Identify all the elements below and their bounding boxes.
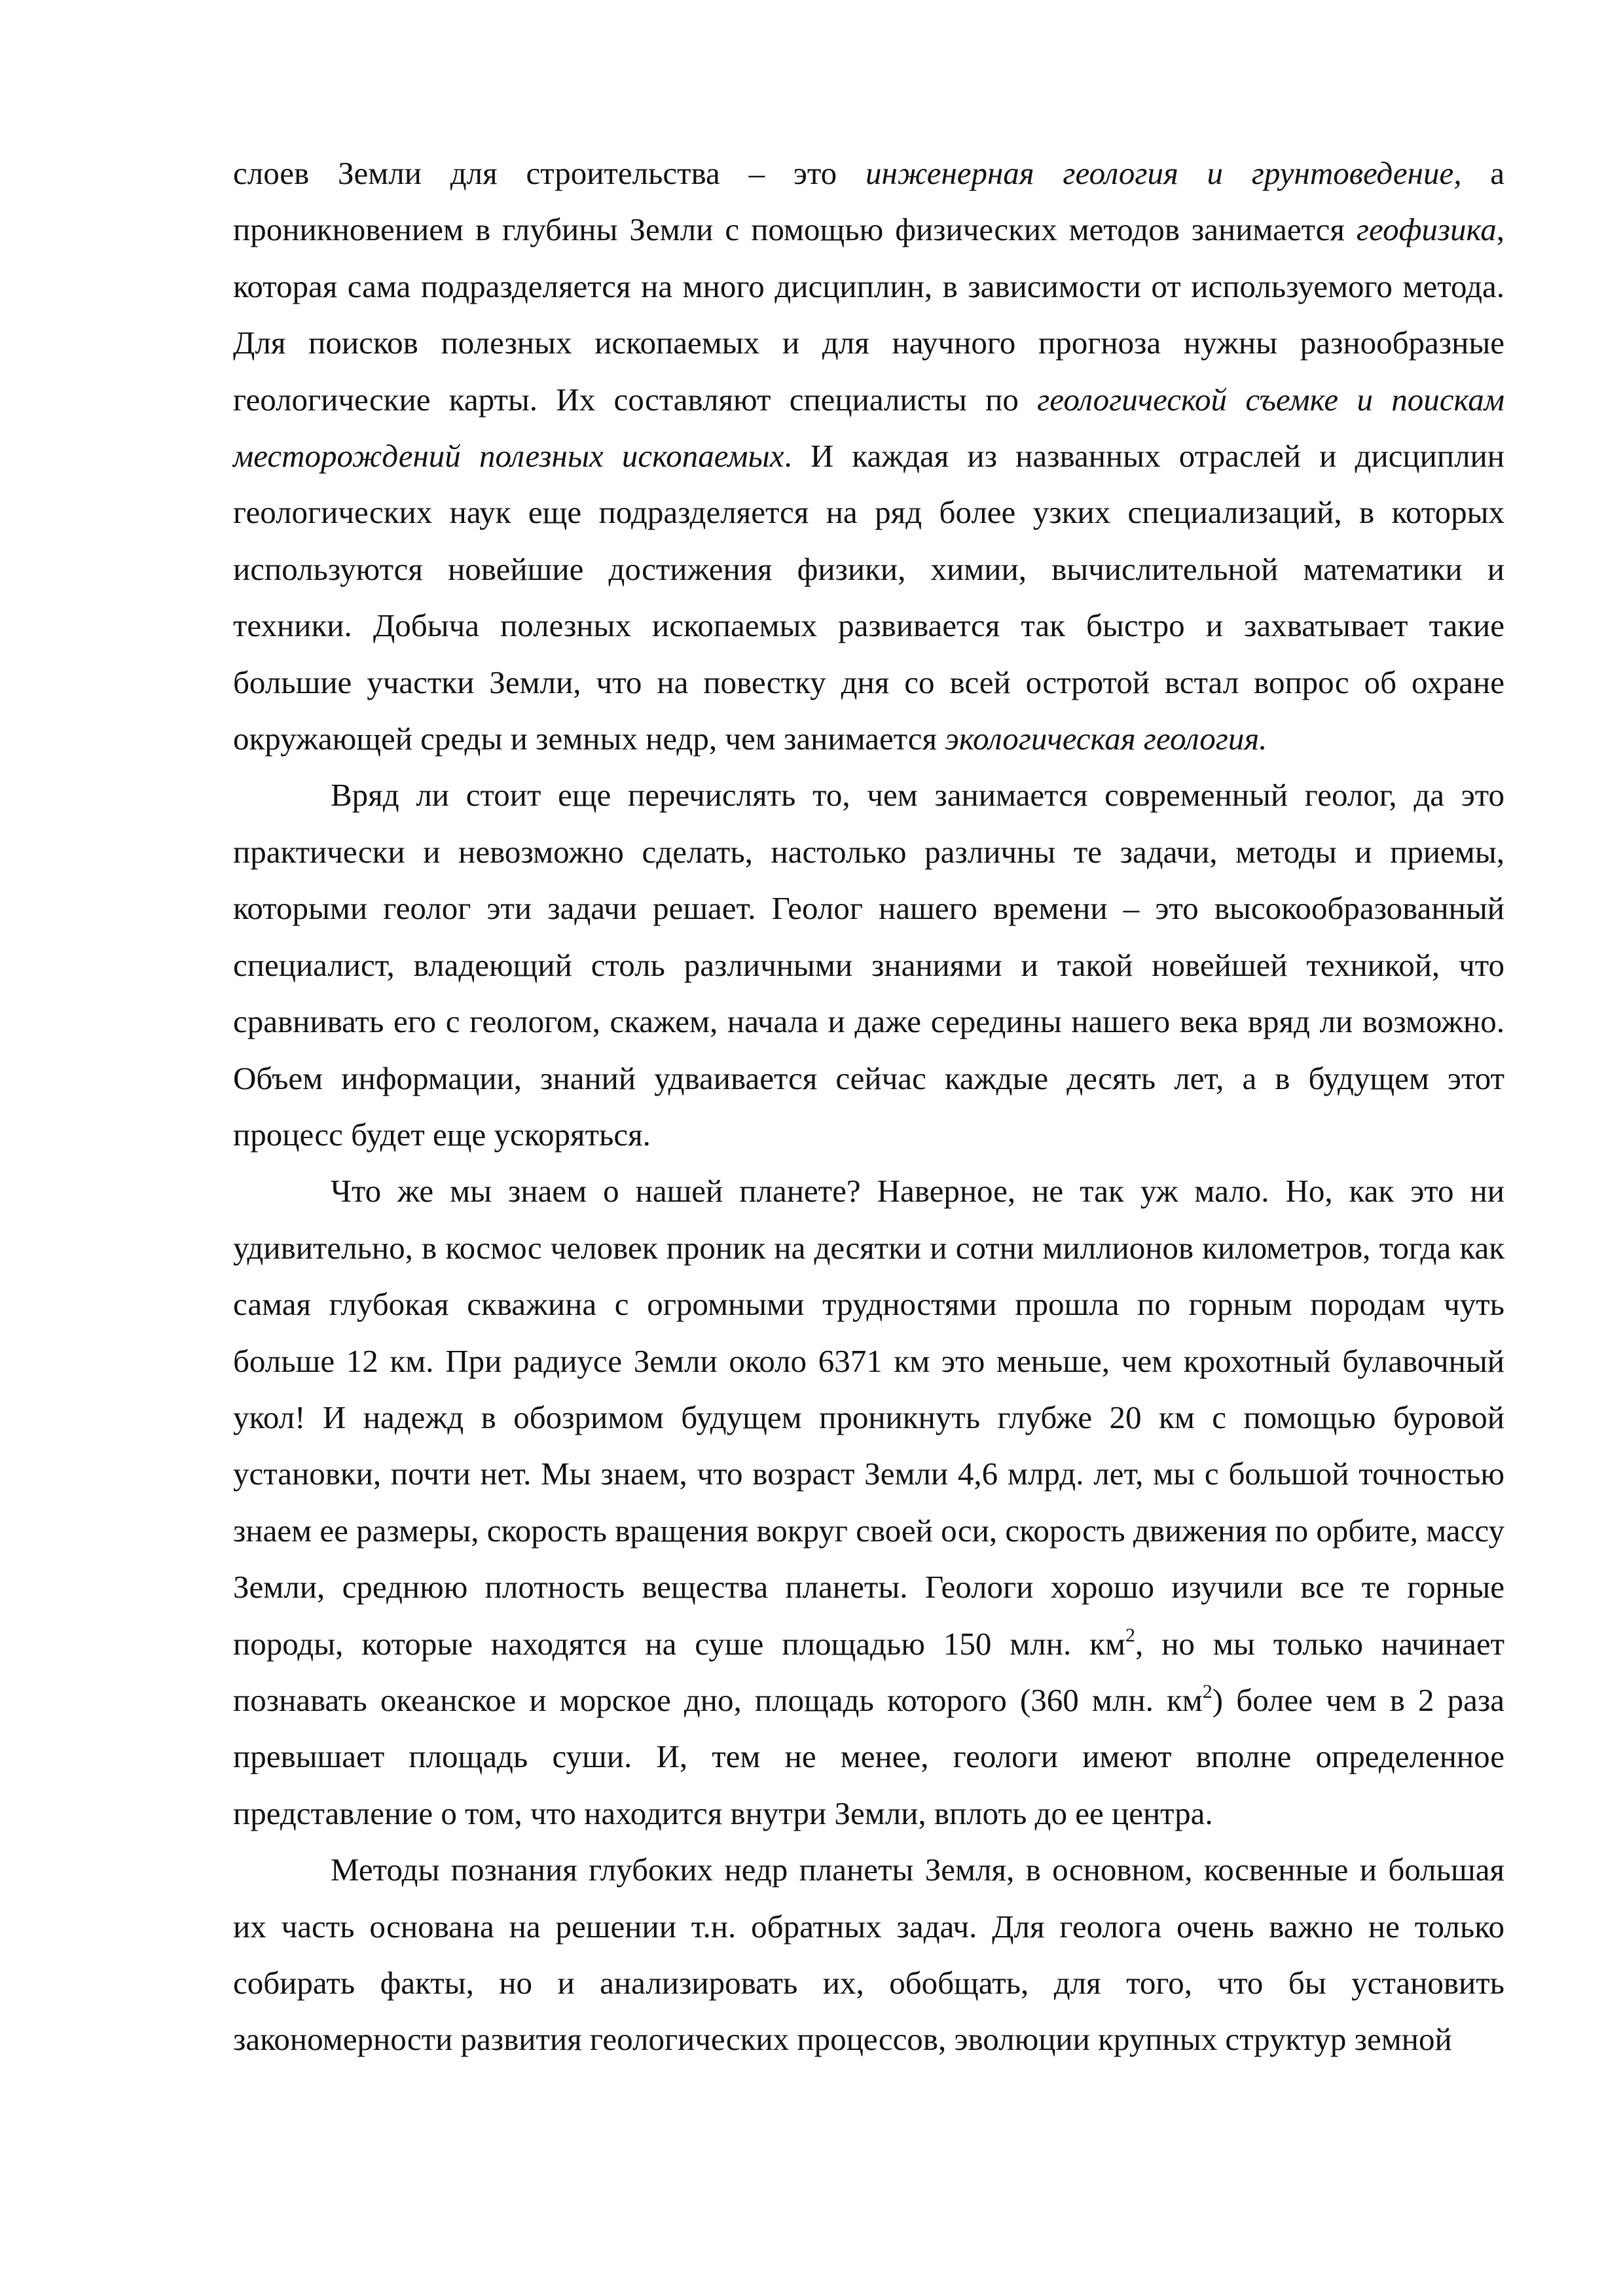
p1-text-2: а проникновением в глубины Земли с помощью физических методов занимается bbox=[233, 155, 1505, 248]
p1-italic-geophysics: геофизика bbox=[1356, 211, 1497, 248]
p1-italic-engineering-geology: инженерная геология и грунтоведение, bbox=[865, 155, 1462, 191]
p1-text-1: слоев Земли для строительства – это bbox=[233, 155, 866, 191]
p1-text-3: , которая сама подразделяется на много дисциплин, в зависимости от используемого метода. Для поисков полезных ископаемых и для научного прогноза нужны разнообразные геологические карты. Их составляют специалисты по bbox=[233, 211, 1504, 418]
p3-superscript-1: 2 bbox=[1125, 1624, 1135, 1646]
paragraph-1 bbox=[233, 145, 1504, 767]
document-page bbox=[233, 145, 1504, 2068]
p1-italic-geological-survey: геологической съемке и поискам месторождений полезных ископаемых bbox=[233, 381, 1504, 475]
p3-text-3: ) более чем в 2 раза превышает площадь суши. И, тем не менее, геологи имеют вполне определенное представление о том, что находится внутри Земли, вплоть до ее центра. bbox=[233, 1681, 1504, 1831]
p3-superscript-2: 2 bbox=[1202, 1680, 1213, 1702]
p3-text-2: , но мы только начинает познавать океанское и морское дно, площадь которого (360 млн. км bbox=[233, 1625, 1504, 1718]
p1-italic-ecological-geology: экологическая геология. bbox=[945, 721, 1267, 757]
p3-text-1: Что же мы знаем о нашей планете? Наверное, не так уж мало. Но, как это ни удивительно, в космос человек проник на десятки и сотни миллионов километров, тогда как самая глубокая скважина с огромными трудностями прошла по горным породам чуть больше 12 км. При радиусе Земли около 6371 км это меньше, чем крохотный булавочный укол! И надежд в обозримом будущем проникнуть глубже 20 км с помощью буровой установки, почти нет. Мы знаем, что возраст Земли 4,6 млрд. лет, мы с большой точностью знаем ее размеры, скорость вращения вокруг своей оси, скорость движения по орбите, массу Земли, среднюю плотность вещества планеты. Геологи хорошо изучили все те горные породы, которые находятся на суше площадью 150 млн. км bbox=[233, 1173, 1504, 1662]
p1-text-4: . И каждая из названных отраслей и дисциплин геологических наук еще подразделяется на ряд более узких специализаций, в которых используются новейшие достижения физики, химии, вычислительной математики и техники. Добыча полезных ископаемых развивается так быстро и захватывает такие большие участки Земли, что на повестку дня со всей остротой встал вопрос об охране окружающей среды и земных недр, чем занимается bbox=[233, 438, 1504, 757]
paragraph-2: Вряд ли стоит еще перечислять то, чем занимается современный геолог, да это практически и невозможно сделать, настолько различны те задачи, методы и приемы, которыми геолог эти задачи решает. Геолог нашего времени – это высокообразованный специалист, владеющий столь различными знаниями и такой новейшей техникой, что сравнивать его с геологом, скажем, начала и даже середины нашего века вряд ли возможно. Объем информации, знаний удваивается сейчас каждые десять лет, а в будущем этот процесс будет еще ускоряться. bbox=[233, 777, 1504, 1153]
paragraph-3 bbox=[233, 1163, 1504, 1842]
paragraph-4: Методы познания глубоких недр планеты Земля, в основном, косвенные и большая их часть основана на решении т.н. обратных задач. Для геолога очень важно не только собирать факты, но и анализировать их, обобщать, для того, что бы установить закономерности развития геологических процессов, эволюции крупных структур земной bbox=[233, 1852, 1504, 2058]
